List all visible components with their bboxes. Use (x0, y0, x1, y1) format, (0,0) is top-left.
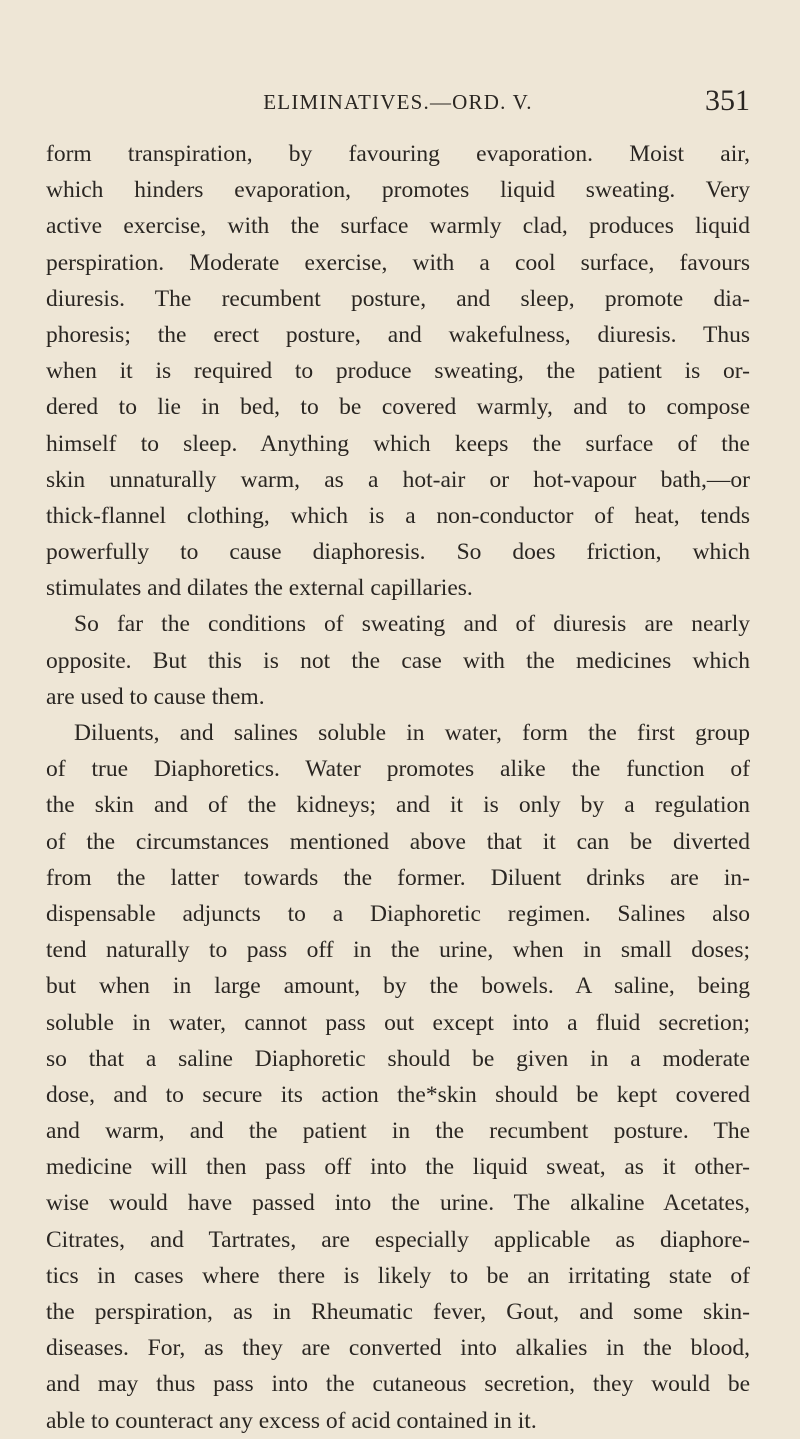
text-line: from the latter towards the former. Diluent drinks are in- (46, 864, 750, 891)
text-line: the perspiration, as in Rheumatic fever, Gout, and some skin- (46, 1299, 750, 1325)
text-line: dose, and to secure its action the*skin should be kept covered (46, 1081, 750, 1108)
text-line: are used to cause them. (46, 683, 265, 710)
text-line: wise would have passed into the urine. The alkaline Acetates, (46, 1190, 750, 1217)
text-line: dered to lie in bed, to be covered warmly, and to compose (46, 394, 750, 421)
text-line: dispensable adjuncts to a Diaphoretic regimen. Salines also (46, 900, 750, 927)
text-line: able to counteract any excess of acid contained in it. (46, 1407, 537, 1434)
text-line: diuresis. The recumbent posture, and sleep, promote dia- (46, 285, 750, 312)
text-line: the skin and of the kidneys; and it is only by a regulation (46, 792, 750, 819)
text-line: powerfully to cause diaphoresis. So does friction, which (46, 539, 750, 566)
text-line: which hinders evaporation, promotes liquid sweating. Very (46, 177, 750, 204)
text-line: form transpiration, by favouring evaporation. Moist air, (46, 141, 750, 167)
text-line: thick-flannel clothing, which is a non-conductor of heat, tends (46, 502, 750, 529)
text-line: phoresis; the erect posture, and wakefulness, diuresis. Thus (46, 321, 750, 348)
text-line: active exercise, with the surface warmly clad, produces liquid (46, 213, 750, 240)
text-line: medicine will then pass off into the liquid sweat, as it other- (46, 1154, 750, 1181)
text-line: soluble in water, cannot pass out except into a fluid secretion; (46, 1009, 750, 1036)
text-line: stimulates and dilates the external capillaries. (46, 575, 473, 602)
text-line: skin unnaturally warm, as a hot-air or hot-vapour bath,—or (46, 466, 750, 493)
body-text (46, 136, 750, 1439)
text-line: Citrates, and Tartrates, are especially applicable as diaphore- (46, 1226, 750, 1253)
text-line: when it is required to produce sweating, the patient is or- (46, 358, 750, 385)
text-line: opposite. But this is not the case with the medicines which (46, 647, 750, 674)
text-line: perspiration. Moderate exercise, with a cool surface, favours (46, 249, 750, 276)
text-line: of the circumstances mentioned above that it can be diverted (46, 828, 750, 855)
text-line: So far the conditions of sweating and of diuresis are nearly (74, 611, 750, 638)
text-line: tend naturally to pass off in the urine, when in small doses; (46, 937, 750, 964)
text-line: and may thus pass into the cutaneous secretion, they would be (46, 1371, 750, 1398)
text-line: diseases. For, as they are converted into alkalies in the blood, (46, 1335, 750, 1362)
text-line: but when in large amount, by the bowels. A saline, being (46, 973, 750, 1000)
text-line: Diluents, and salines soluble in water, form the first group (74, 720, 750, 746)
text-line: tics in cases where there is likely to be an irritating state of (46, 1262, 750, 1289)
running-head: ELIMINATIVES.—ORD. V. (263, 90, 533, 114)
text-line: himself to sleep. Anything which keeps the surface of the (46, 430, 750, 457)
page-number: 351 (705, 84, 750, 117)
text-line: and warm, and the patient in the recumbent posture. The (46, 1118, 750, 1145)
text-line: so that a saline Diaphoretic should be given in a moderate (46, 1045, 750, 1072)
text-line: of true Diaphoretics. Water promotes alike the function of (46, 756, 750, 783)
page-header (46, 86, 750, 122)
